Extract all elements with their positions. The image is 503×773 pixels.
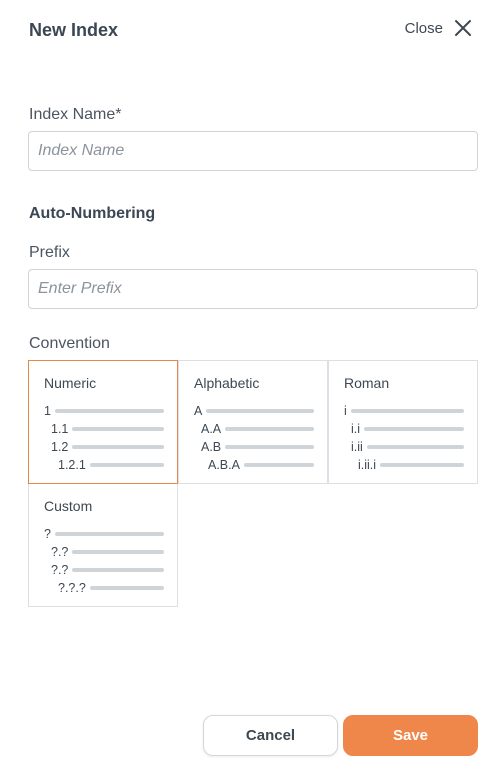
cancel-button[interactable]: Cancel [203, 715, 338, 756]
preview-row: A.B.A [194, 456, 314, 474]
preview-row: 1 [44, 402, 164, 420]
preview-row: A.A [194, 420, 314, 438]
prefix-input[interactable] [28, 269, 478, 309]
convention-card-numeric[interactable] [28, 360, 178, 484]
preview-row: ?.? [44, 543, 164, 561]
preview-row: i.ii [344, 438, 464, 456]
index-name-label: Index Name* [29, 106, 122, 123]
convention-card-custom[interactable] [28, 483, 178, 607]
convention-preview [344, 402, 464, 474]
close-label: Close [404, 19, 443, 37]
auto-numbering-title: Auto-Numbering [29, 205, 156, 222]
convention-grid [28, 360, 478, 607]
convention-preview [194, 402, 314, 474]
preview-row: 1.2.1 [44, 456, 164, 474]
close-icon [453, 18, 473, 38]
prefix-label: Prefix [29, 244, 70, 261]
convention-card-alphabetic[interactable] [178, 360, 328, 484]
preview-row: i.i [344, 420, 464, 438]
close-button[interactable] [405, 18, 473, 38]
preview-row: A.B [194, 438, 314, 456]
preview-row: ?.? [44, 561, 164, 579]
convention-card-label: Numeric [44, 375, 97, 391]
convention-preview [44, 402, 164, 474]
preview-row: 1.1 [44, 420, 164, 438]
save-button[interactable]: Save [343, 715, 478, 756]
preview-row: A [194, 402, 314, 420]
convention-card-label: Roman [344, 375, 390, 391]
preview-row: 1.2 [44, 438, 164, 456]
preview-row: i [344, 402, 464, 420]
preview-row: i.ii.i [344, 456, 464, 474]
preview-row: ?.?.? [44, 579, 164, 597]
convention-label: Convention [29, 335, 110, 352]
modal-title: New Index [29, 20, 119, 40]
convention-card-roman[interactable] [328, 360, 478, 484]
convention-card-label: Custom [44, 498, 93, 514]
modal-header [0, 0, 503, 62]
convention-preview [44, 525, 164, 597]
index-name-input[interactable] [28, 131, 478, 171]
preview-row: ? [44, 525, 164, 543]
convention-card-label: Alphabetic [194, 375, 260, 391]
